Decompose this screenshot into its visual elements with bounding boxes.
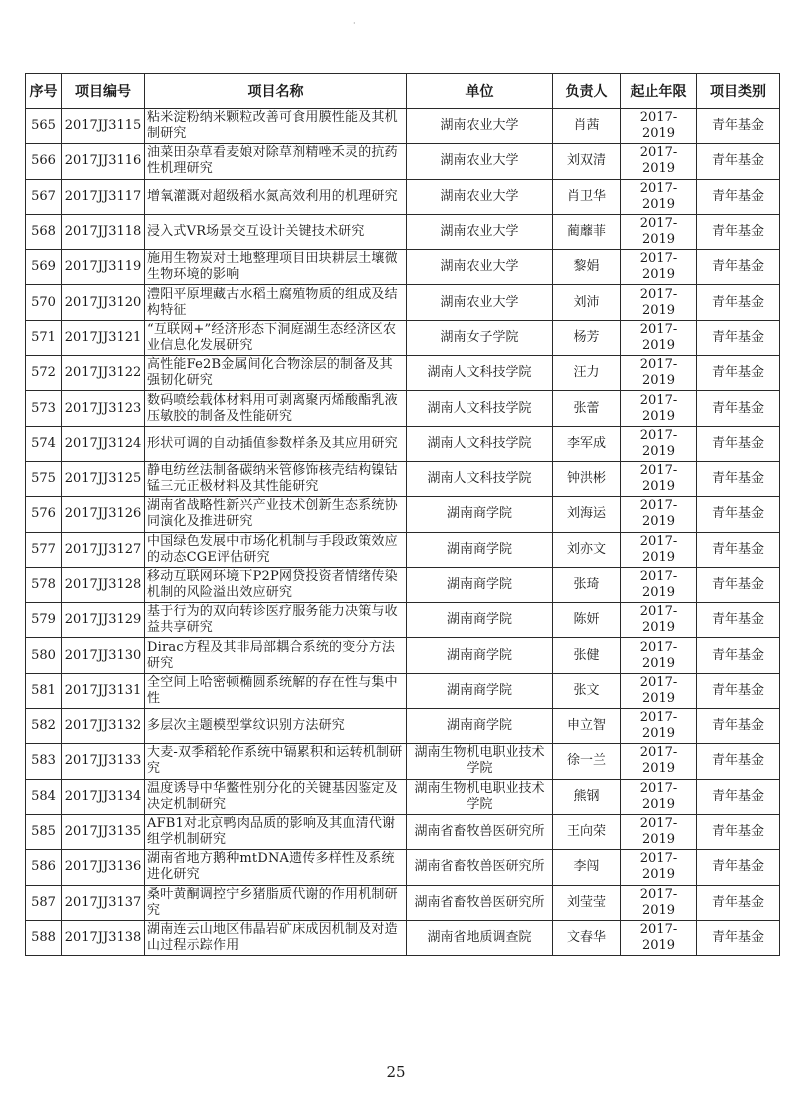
row-code: 2017JJ3116 [62, 144, 145, 179]
row-unit: 湖南商学院 [407, 567, 553, 602]
row-leader: 张蕾 [553, 391, 621, 426]
row-code: 2017JJ3136 [62, 850, 145, 885]
row-seq: 569 [26, 250, 62, 285]
row-seq: 567 [26, 179, 62, 214]
table-row [26, 603, 780, 638]
row-end-year: 2019 [641, 267, 676, 283]
row-name: 增氧灌溉对超级稻水氮高效利用的机理研究 [145, 179, 407, 214]
row-start-year: 2017- [639, 745, 678, 761]
row-category: 青年基金 [697, 356, 780, 391]
table-row [26, 779, 780, 814]
table-row [26, 885, 780, 920]
row-unit: 湖南人文科技学院 [407, 426, 553, 461]
row-name: 湖南省战略性新兴产业技术创新生态系统协同演化及推进研究 [145, 497, 407, 532]
row-leader: 徐一兰 [553, 744, 621, 779]
row-name: 湖南省地方鹅种mtDNA遗传多样性及系统进化研究 [145, 850, 407, 885]
table-row [26, 673, 780, 708]
row-code: 2017JJ3130 [62, 638, 145, 673]
row-years [621, 144, 697, 179]
row-start-year: 2017- [639, 780, 678, 796]
row-category: 青年基金 [697, 567, 780, 602]
row-start-year: 2017- [639, 710, 678, 726]
row-category: 青年基金 [697, 250, 780, 285]
row-category: 青年基金 [697, 285, 780, 320]
row-unit: 湖南省地质调查院 [407, 920, 553, 955]
row-years [621, 391, 697, 426]
row-years [621, 638, 697, 673]
row-unit: 湖南女子学院 [407, 320, 553, 355]
row-years [621, 814, 697, 849]
row-years [621, 885, 697, 920]
row-code: 2017JJ3125 [62, 461, 145, 496]
row-code: 2017JJ3122 [62, 356, 145, 391]
row-start-year: 2017- [639, 816, 678, 832]
row-leader: 熊钢 [553, 779, 621, 814]
table-row [26, 814, 780, 849]
row-name: 澧阳平原埋藏古水稻土腐殖物质的组成及结构特征 [145, 285, 407, 320]
table-row [26, 567, 780, 602]
row-name: Dirac方程及其非局部耦合系统的变分方法研究 [145, 638, 407, 673]
row-unit: 湖南商学院 [407, 638, 553, 673]
row-leader: 刘沛 [553, 285, 621, 320]
row-years [621, 744, 697, 779]
row-code: 2017JJ3132 [62, 709, 145, 744]
table-row [26, 709, 780, 744]
row-end-year: 2019 [641, 302, 676, 318]
row-unit: 湖南人文科技学院 [407, 356, 553, 391]
row-code: 2017JJ3124 [62, 426, 145, 461]
row-name: 全空间上哈密顿椭圆系统解的存在性与集中性 [145, 673, 407, 708]
header-years: 起止年限 [621, 74, 697, 109]
row-seq: 566 [26, 144, 62, 179]
row-seq: 581 [26, 673, 62, 708]
row-category: 青年基金 [697, 179, 780, 214]
row-name: 施用生物炭对土地整理项目田块耕层土壤微生物环境的影响 [145, 250, 407, 285]
table-row [26, 497, 780, 532]
row-years [621, 109, 697, 144]
row-category: 青年基金 [697, 638, 780, 673]
row-unit: 湖南商学院 [407, 673, 553, 708]
row-code: 2017JJ3119 [62, 250, 145, 285]
row-code: 2017JJ3138 [62, 920, 145, 955]
row-end-year: 2019 [641, 443, 676, 459]
row-name: 中国绿色发展中市场化机制与手段政策效应的动态CGE评估研究 [145, 532, 407, 567]
row-unit: 湖南人文科技学院 [407, 391, 553, 426]
row-unit: 湖南人文科技学院 [407, 461, 553, 496]
row-start-year: 2017- [639, 357, 678, 373]
row-name: 油菜田杂草看麦娘对除草剂精唑禾灵的抗药性机理研究 [145, 144, 407, 179]
row-seq: 587 [26, 885, 62, 920]
row-seq: 577 [26, 532, 62, 567]
table-row [26, 461, 780, 496]
row-end-year: 2019 [641, 408, 676, 424]
row-end-year: 2019 [641, 655, 676, 671]
row-seq: 586 [26, 850, 62, 885]
row-end-year: 2019 [641, 761, 676, 777]
header-leader: 负责人 [553, 74, 621, 109]
row-end-year: 2019 [641, 126, 676, 142]
row-leader: 李闯 [553, 850, 621, 885]
row-start-year: 2017- [639, 180, 678, 196]
row-leader: 李军成 [553, 426, 621, 461]
row-end-year: 2019 [641, 585, 676, 600]
row-end-year: 2019 [641, 620, 676, 636]
row-seq: 576 [26, 497, 62, 532]
row-seq: 579 [26, 603, 62, 638]
row-start-year: 2017- [639, 569, 678, 584]
row-end-year: 2019 [641, 832, 676, 848]
row-end-year: 2019 [641, 514, 676, 530]
header-unit: 单位 [407, 74, 553, 109]
row-code: 2017JJ3128 [62, 567, 145, 602]
row-years [621, 214, 697, 249]
row-years [621, 320, 697, 355]
row-category: 青年基金 [697, 920, 780, 955]
row-end-year: 2019 [641, 690, 676, 706]
row-category: 青年基金 [697, 744, 780, 779]
row-code: 2017JJ3127 [62, 532, 145, 567]
row-code: 2017JJ3133 [62, 744, 145, 779]
page-number: 25 [386, 1063, 406, 1081]
row-leader: 杨芳 [553, 320, 621, 355]
row-category: 青年基金 [697, 673, 780, 708]
row-end-year: 2019 [641, 337, 676, 353]
row-code: 2017JJ3135 [62, 814, 145, 849]
row-years [621, 179, 697, 214]
row-category: 青年基金 [697, 779, 780, 814]
row-years [621, 673, 697, 708]
row-leader: 肖茜 [553, 109, 621, 144]
row-leader: 蔺蘼菲 [553, 214, 621, 249]
row-code: 2017JJ3118 [62, 214, 145, 249]
row-unit: 湖南省畜牧兽医研究所 [407, 814, 553, 849]
row-start-year: 2017- [639, 639, 678, 655]
row-name: 基于行为的双向转诊医疗服务能力决策与收益共享研究 [145, 603, 407, 638]
row-unit: 湖南生物机电职业技术学院 [407, 744, 553, 779]
row-name: AFB1对北京鸭肉品质的影响及其血清代谢组学机制研究 [145, 814, 407, 849]
row-seq: 574 [26, 426, 62, 461]
row-leader: 申立智 [553, 709, 621, 744]
row-leader: 黎娟 [553, 250, 621, 285]
table-row [26, 179, 780, 214]
row-leader: 钟洪彬 [553, 461, 621, 496]
row-start-year: 2017- [639, 145, 678, 161]
row-end-year: 2019 [641, 479, 676, 495]
project-table [25, 73, 780, 956]
row-start-year: 2017- [639, 216, 678, 232]
row-name: 大麦-双季稻轮作系统中镉累积和运转机制研究 [145, 744, 407, 779]
row-seq: 583 [26, 744, 62, 779]
row-start-year: 2017- [639, 392, 678, 408]
row-unit: 湖南商学院 [407, 603, 553, 638]
header-category: 项目类别 [697, 74, 780, 109]
row-code: 2017JJ3137 [62, 885, 145, 920]
row-start-year: 2017- [639, 463, 678, 479]
row-leader: 张文 [553, 673, 621, 708]
row-name: 静电纺丝法制备碳纳米管修饰核壳结构镍钴锰三元正极材料及其性能研究 [145, 461, 407, 496]
row-years [621, 356, 697, 391]
row-name: 湖南连云山地区伟晶岩矿床成因机制及对造山过程示踪作用 [145, 920, 407, 955]
row-unit: 湖南农业大学 [407, 179, 553, 214]
row-leader: 刘双清 [553, 144, 621, 179]
row-code: 2017JJ3134 [62, 779, 145, 814]
row-years [621, 567, 697, 602]
row-leader: 汪力 [553, 356, 621, 391]
table-row [26, 144, 780, 179]
row-unit: 湖南农业大学 [407, 214, 553, 249]
row-category: 青年基金 [697, 532, 780, 567]
row-start-year: 2017- [639, 286, 678, 302]
row-leader: 张琦 [553, 567, 621, 602]
table-header-row [26, 74, 780, 109]
row-leader: 文春华 [553, 920, 621, 955]
row-years [621, 250, 697, 285]
row-years [621, 920, 697, 955]
row-unit: 湖南生物机电职业技术学院 [407, 779, 553, 814]
table-row [26, 109, 780, 144]
row-name: “互联网+”经济形态下洞庭湖生态经济区农业信息化发展研究 [145, 320, 407, 355]
row-start-year: 2017- [639, 921, 678, 937]
table-row [26, 426, 780, 461]
row-name: 高性能Fe2B金属间化合物涂层的制备及其强韧化研究 [145, 356, 407, 391]
table-row [26, 214, 780, 249]
header-seq: 序号 [26, 74, 62, 109]
row-leader: 刘亦文 [553, 532, 621, 567]
row-start-year: 2017- [639, 851, 678, 867]
row-years [621, 285, 697, 320]
row-years [621, 426, 697, 461]
row-code: 2017JJ3115 [62, 109, 145, 144]
row-category: 青年基金 [697, 497, 780, 532]
row-name: 多层次主题模型掌纹识别方法研究 [145, 709, 407, 744]
row-category: 青年基金 [697, 214, 780, 249]
row-name: 桑叶黄酮调控宁乡猪脂质代谢的作用机制研究 [145, 885, 407, 920]
row-seq: 585 [26, 814, 62, 849]
row-category: 青年基金 [697, 850, 780, 885]
row-seq: 584 [26, 779, 62, 814]
row-end-year: 2019 [641, 902, 676, 918]
row-start-year: 2017- [639, 321, 678, 337]
row-name: 温度诱导中华鳖性别分化的关键基因鉴定及决定机制研究 [145, 779, 407, 814]
row-code: 2017JJ3123 [62, 391, 145, 426]
row-category: 青年基金 [697, 109, 780, 144]
row-start-year: 2017- [639, 604, 678, 620]
row-end-year: 2019 [641, 196, 676, 212]
row-seq: 575 [26, 461, 62, 496]
row-unit: 湖南商学院 [407, 709, 553, 744]
row-start-year: 2017- [639, 498, 678, 514]
row-name: 数码喷绘载体材料用可剥离聚丙烯酸酯乳液压敏胶的制备及性能研究 [145, 391, 407, 426]
table-row [26, 356, 780, 391]
row-years [621, 532, 697, 567]
row-seq: 578 [26, 567, 62, 602]
row-leader: 王向荣 [553, 814, 621, 849]
row-code: 2017JJ3129 [62, 603, 145, 638]
row-unit: 湖南省畜牧兽医研究所 [407, 885, 553, 920]
row-seq: 571 [26, 320, 62, 355]
row-years [621, 709, 697, 744]
row-category: 青年基金 [697, 320, 780, 355]
row-unit: 湖南商学院 [407, 497, 553, 532]
table-row [26, 744, 780, 779]
row-unit: 湖南农业大学 [407, 250, 553, 285]
row-code: 2017JJ3131 [62, 673, 145, 708]
row-unit: 湖南农业大学 [407, 109, 553, 144]
row-name: 移动互联网环境下P2P网贷投资者情绪传染机制的风险溢出效应研究 [145, 567, 407, 602]
row-end-year: 2019 [641, 232, 676, 248]
row-category: 青年基金 [697, 426, 780, 461]
row-start-year: 2017- [639, 110, 678, 126]
header-name: 项目名称 [145, 74, 407, 109]
row-leader: 刘莹莹 [553, 885, 621, 920]
row-seq: 568 [26, 214, 62, 249]
row-start-year: 2017- [639, 251, 678, 267]
row-years [621, 779, 697, 814]
row-seq: 572 [26, 356, 62, 391]
row-name: 浸入式VR场景交互设计关键技术研究 [145, 214, 407, 249]
row-category: 青年基金 [697, 814, 780, 849]
table-row [26, 850, 780, 885]
row-end-year: 2019 [641, 549, 676, 565]
table-row [26, 638, 780, 673]
row-end-year: 2019 [641, 796, 676, 812]
row-code: 2017JJ3121 [62, 320, 145, 355]
row-leader: 刘海运 [553, 497, 621, 532]
row-code: 2017JJ3120 [62, 285, 145, 320]
row-start-year: 2017- [639, 886, 678, 902]
row-category: 青年基金 [697, 603, 780, 638]
table-row [26, 391, 780, 426]
row-years [621, 461, 697, 496]
table-row [26, 532, 780, 567]
row-unit: 湖南农业大学 [407, 144, 553, 179]
scan-mark: · [353, 19, 356, 28]
row-start-year: 2017- [639, 674, 678, 690]
row-seq: 573 [26, 391, 62, 426]
row-category: 青年基金 [697, 461, 780, 496]
row-end-year: 2019 [641, 373, 676, 389]
table-row [26, 285, 780, 320]
row-seq: 565 [26, 109, 62, 144]
row-seq: 580 [26, 638, 62, 673]
header-code: 项目编号 [62, 74, 145, 109]
row-leader: 陈妍 [553, 603, 621, 638]
row-seq: 582 [26, 709, 62, 744]
row-category: 青年基金 [697, 709, 780, 744]
row-category: 青年基金 [697, 144, 780, 179]
row-end-year: 2019 [641, 161, 676, 177]
row-start-year: 2017- [639, 427, 678, 443]
row-leader: 肖卫华 [553, 179, 621, 214]
row-unit: 湖南商学院 [407, 532, 553, 567]
row-end-year: 2019 [641, 726, 676, 742]
row-years [621, 497, 697, 532]
row-seq: 570 [26, 285, 62, 320]
row-years [621, 603, 697, 638]
row-unit: 湖南省畜牧兽医研究所 [407, 850, 553, 885]
row-code: 2017JJ3117 [62, 179, 145, 214]
row-leader: 张健 [553, 638, 621, 673]
row-years [621, 850, 697, 885]
row-name: 形状可调的自动插值参数样条及其应用研究 [145, 426, 407, 461]
row-end-year: 2019 [641, 867, 676, 883]
row-end-year: 2019 [641, 937, 676, 953]
row-unit: 湖南农业大学 [407, 285, 553, 320]
table-row [26, 920, 780, 955]
table-body [26, 109, 780, 956]
table-row [26, 250, 780, 285]
row-category: 青年基金 [697, 391, 780, 426]
row-category: 青年基金 [697, 885, 780, 920]
row-seq: 588 [26, 920, 62, 955]
row-code: 2017JJ3126 [62, 497, 145, 532]
table-row [26, 320, 780, 355]
row-start-year: 2017- [639, 533, 678, 549]
row-name: 粘米淀粉纳米颗粒改善可食用膜性能及其机制研究 [145, 109, 407, 144]
